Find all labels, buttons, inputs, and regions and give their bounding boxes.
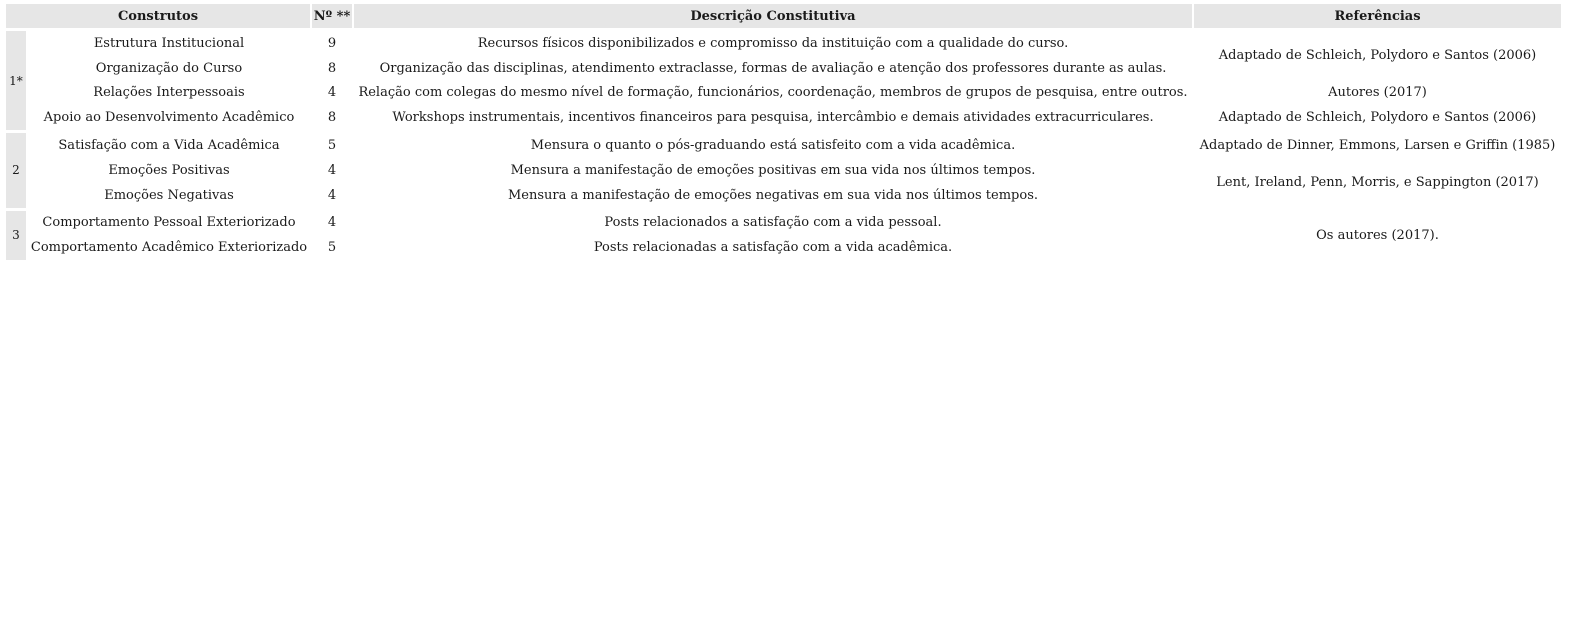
header-descricao: Descrição Constitutiva — [354, 4, 1192, 28]
header-row — [6, 4, 1561, 28]
table-row — [6, 105, 1561, 130]
item-count-cell: 9 — [312, 28, 352, 56]
item-count-cell: 4 — [327, 187, 337, 203]
header-numero: Nº ** — [312, 4, 352, 28]
construct-cell: Apoio ao Desenvolvimento Acadêmico — [43, 110, 295, 126]
header-construtos: Construtos — [6, 4, 310, 28]
group-label-2: 2 — [6, 130, 26, 207]
item-count-cell: 4 — [327, 162, 337, 178]
reference-cell: Os autores (2017). — [1194, 208, 1561, 261]
item-count-cell: 8 — [327, 60, 337, 76]
reference-cell: Adaptado de Dinner, Emmons, Larsen e Griffin (1985) — [1194, 130, 1561, 158]
group-label-3: 3 — [6, 208, 26, 261]
constructs-table — [4, 4, 1563, 260]
construct-cell: Estrutura Institucional — [28, 28, 310, 56]
group-label-1: 1* — [6, 28, 26, 130]
construct-cell: Organização do Curso — [95, 60, 243, 76]
table-row — [6, 130, 1561, 158]
construct-cell: Emoções Positivas — [108, 162, 230, 178]
item-count-cell: 4 — [312, 208, 352, 236]
description-cell: Relação com colegas do mesmo nível de formação, funcionários, coordenação, membros de grupos de pesquisa, entre outros. — [358, 85, 1188, 101]
item-count-cell: 5 — [312, 130, 352, 158]
reference-cell: Adaptado de Schleich, Polydoro e Santos (2006) — [1218, 110, 1537, 126]
reference-cell: Lent, Ireland, Penn, Morris, e Sappington (2017) — [1216, 175, 1539, 191]
header-referencias: Referências — [1194, 4, 1561, 28]
item-count-cell: 5 — [327, 240, 337, 256]
item-count-cell: 4 — [327, 85, 337, 101]
construct-cell: Emoções Negativas — [104, 187, 234, 203]
reference-cell: Autores (2017) — [1328, 85, 1427, 101]
table-row — [6, 81, 1561, 106]
item-count-cell: 8 — [327, 110, 337, 126]
description-cell: Organização das disciplinas, atendimento extraclasse, formas de avaliação e atenção dos professores durante as aulas. — [379, 60, 1167, 76]
construct-cell: Satisfação com a Vida Acadêmica — [28, 130, 310, 158]
construct-cell: Comportamento Pessoal Exteriorizado — [28, 208, 310, 236]
description-cell: Posts relacionadas a satisfação com a vida acadêmica. — [593, 240, 953, 256]
description-cell: Mensura a manifestação de emoções positivas em sua vida nos últimos tempos. — [510, 162, 1036, 178]
description-cell: Posts relacionados a satisfação com a vida pessoal. — [354, 208, 1192, 236]
description-cell: Workshops instrumentais, incentivos financeiros para pesquisa, intercâmbio e demais atividades extracurriculares. — [392, 110, 1154, 126]
construct-cell: Relações Interpessoais — [93, 85, 245, 101]
table-row — [6, 158, 1561, 183]
table-row — [6, 28, 1561, 56]
construct-cell: Comportamento Acadêmico Exteriorizado — [30, 240, 308, 256]
description-cell: Mensura a manifestação de emoções negativas em sua vida nos últimos tempos. — [507, 187, 1039, 203]
reference-cell: Adaptado de Schleich, Polydoro e Santos (2006) — [1194, 28, 1561, 81]
description-cell: Mensura o quanto o pós-graduando está satisfeito com a vida acadêmica. — [354, 130, 1192, 158]
table-row — [6, 208, 1561, 236]
description-cell: Recursos físicos disponibilizados e compromisso da instituição com a qualidade do curso. — [354, 28, 1192, 56]
